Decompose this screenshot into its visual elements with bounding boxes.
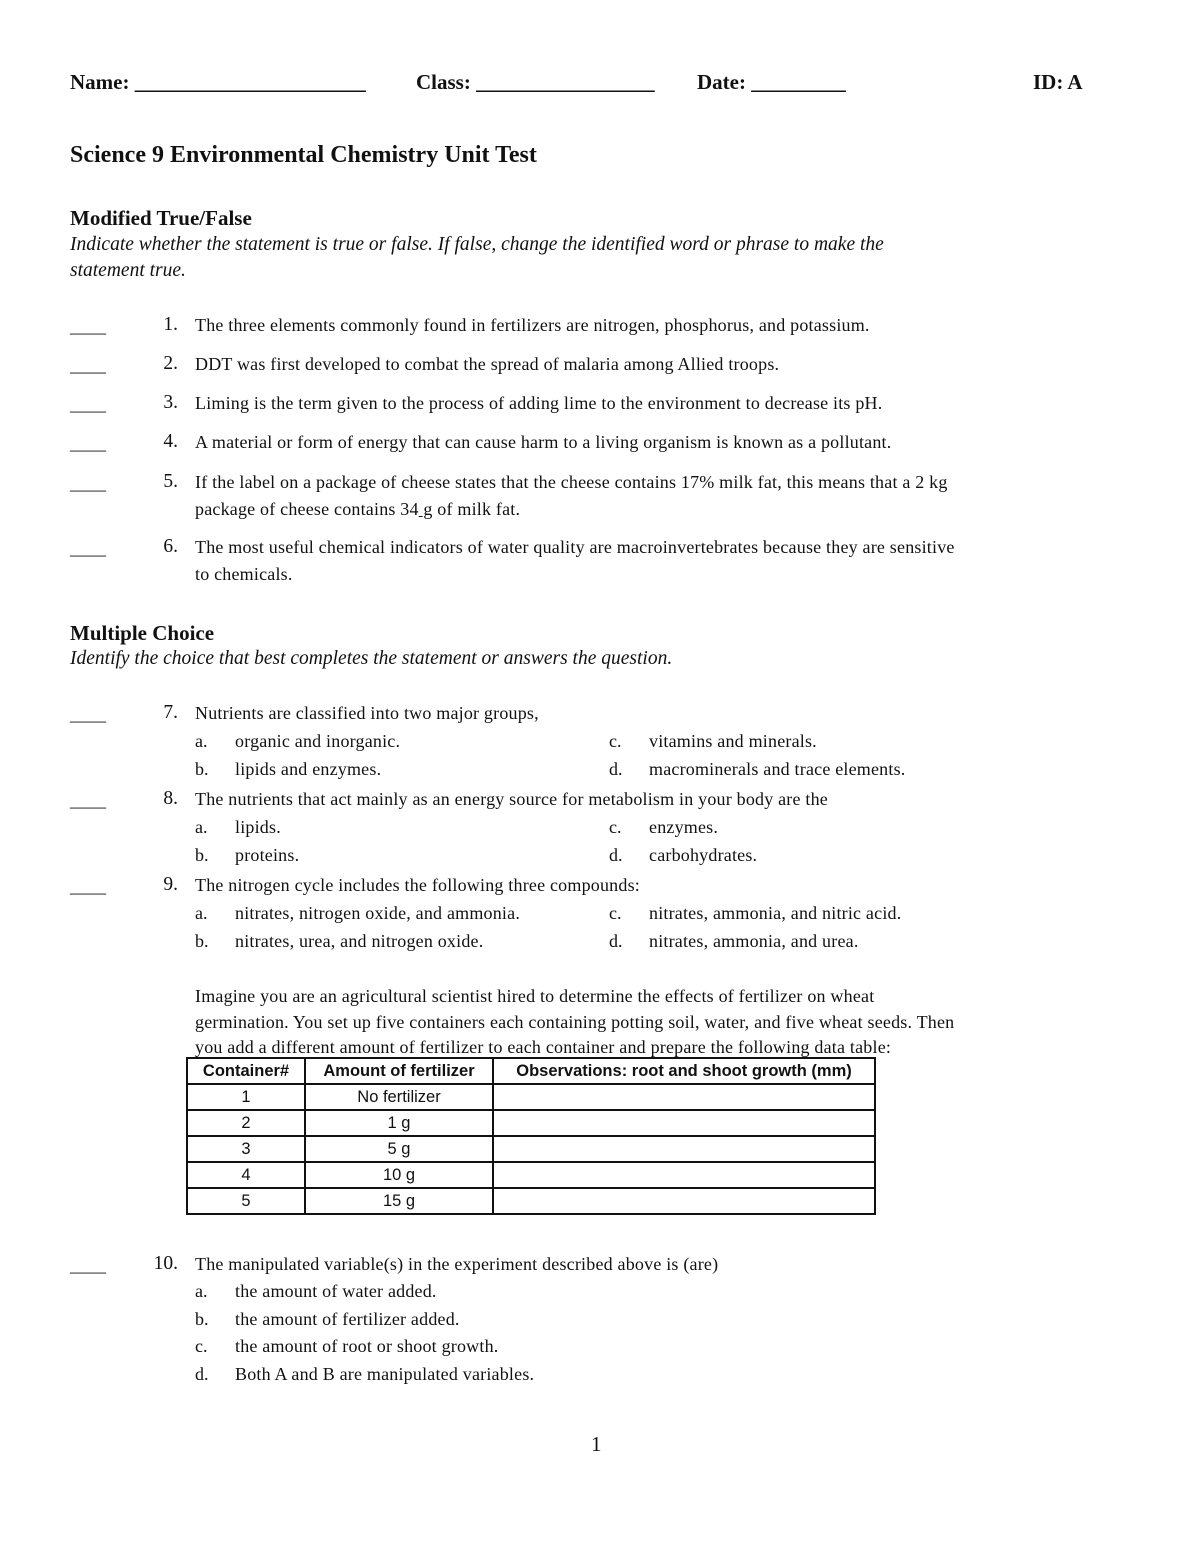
- question-number-q10: 10.: [153, 1253, 178, 1274]
- table-cell: [493, 1136, 875, 1162]
- q7-choice-d: macrominerals and trace elements.: [649, 759, 906, 779]
- question-text-q10: The manipulated variable(s) in the experiment described above is (are): [195, 1254, 719, 1274]
- table-cell: [493, 1162, 875, 1188]
- table-cell: 1 g: [305, 1110, 493, 1136]
- table-cell: 5: [187, 1188, 305, 1214]
- table-cell: 4: [187, 1162, 305, 1188]
- tf-section-heading: Modified True/False: [70, 206, 252, 230]
- class-field-label: Class: _________________: [416, 70, 655, 94]
- question-text-q3: Liming is the term given to the process of adding lime to the environment to decrease its pH.: [195, 393, 883, 413]
- test-id-label: ID: A: [1033, 70, 1083, 94]
- q10-choice-b: the amount of fertilizer added.: [235, 1309, 460, 1329]
- table-row: [187, 1110, 875, 1136]
- q8-choice-d: carbohydrates.: [649, 845, 758, 865]
- question-number-q9: 9.: [163, 874, 178, 895]
- q10-choice-d: Both A and B are manipulated variables.: [235, 1364, 535, 1384]
- choice-letter-c: c.: [609, 731, 622, 751]
- table-cell: [493, 1084, 875, 1110]
- column-header: Container#: [187, 1058, 305, 1084]
- question-text-q8: The nutrients that act mainly as an energy source for metabolism in your body are the: [195, 789, 828, 809]
- q7-choice-c: vitamins and minerals.: [649, 731, 817, 751]
- table-cell: 1: [187, 1084, 305, 1110]
- name-field-label: Name: ______________________: [70, 70, 366, 94]
- question-text-q1: The three elements commonly found in fertilizers are nitrogen, phosphorus, and potassium.: [195, 315, 870, 335]
- choice-letter-a: a.: [195, 817, 208, 837]
- answer-blank-q9: ____: [70, 876, 106, 896]
- answer-blank-q10: ____: [70, 1255, 106, 1275]
- question-number-q4: 4.: [163, 431, 178, 452]
- date-field-label: Date: _________: [697, 70, 846, 94]
- tf-instructions-line1: Indicate whether the statement is true or false. If false, change the identified word or phrase to make the: [70, 234, 884, 255]
- mc-section-heading: Multiple Choice: [70, 621, 215, 645]
- q7-choice-a: organic and inorganic.: [235, 731, 401, 751]
- choice-letter-a: a.: [195, 1281, 208, 1301]
- table-cell: 3: [187, 1136, 305, 1162]
- table-header-row: [187, 1058, 875, 1084]
- question-text-q7: Nutrients are classified into two major groups,: [195, 703, 539, 723]
- choice-letter-c: c.: [195, 1336, 208, 1356]
- mc-instructions: Identify the choice that best completes the statement or answers the question.: [70, 648, 673, 669]
- q10-choice-a: the amount of water added.: [235, 1281, 437, 1301]
- question-number-q6: 6.: [163, 536, 178, 557]
- table-cell: 2: [187, 1110, 305, 1136]
- tf-instructions-line2: statement true.: [70, 260, 186, 281]
- question-number-q5: 5.: [163, 471, 178, 492]
- q10-choice-c: the amount of root or shoot growth.: [235, 1336, 499, 1356]
- passage-line3: you add a different amount of fertilizer to each container and prepare the following data table:: [195, 1037, 892, 1057]
- answer-blank-q5: ____: [70, 473, 106, 493]
- choice-letter-c: c.: [609, 817, 622, 837]
- question-number-q8: 8.: [163, 788, 178, 809]
- question-text-q5-line1: If the label on a package of cheese states that the cheese contains 17% milk fat, this means that a 2 kg: [195, 472, 948, 492]
- table-cell: 10 g: [305, 1162, 493, 1188]
- q9-choice-b: nitrates, urea, and nitrogen oxide.: [235, 931, 484, 951]
- table-cell: [493, 1110, 875, 1136]
- question-text-q9: The nitrogen cycle includes the following three compounds:: [195, 875, 640, 895]
- column-header: Observations: root and shoot growth (mm): [493, 1058, 875, 1084]
- answer-blank-q1: ____: [70, 316, 106, 336]
- identified-phrase: g: [418, 499, 433, 519]
- question-text-q6-line2: to chemicals.: [195, 564, 293, 584]
- column-header: Amount of fertilizer: [305, 1058, 493, 1084]
- question-text-q2: DDT was first developed to combat the spread of malaria among Allied troops.: [195, 354, 780, 374]
- table-cell: 15 g: [305, 1188, 493, 1214]
- question-text-q5-line2: package of cheese contains 34 g of milk fat.: [195, 499, 521, 519]
- q9-choice-a: nitrates, nitrogen oxide, and ammonia.: [235, 903, 521, 923]
- choice-letter-c: c.: [609, 903, 622, 923]
- q9-choice-c: nitrates, ammonia, and nitric acid.: [649, 903, 902, 923]
- question-number-q3: 3.: [163, 392, 178, 413]
- passage-line2: germination. You set up five containers each containing potting soil, water, and five wheat seeds. Then: [195, 1012, 955, 1032]
- page-title: Science 9 Environmental Chemistry Unit Test: [70, 142, 537, 168]
- choice-letter-b: b.: [195, 759, 209, 779]
- answer-blank-q6: ____: [70, 538, 106, 558]
- choice-letter-d: d.: [609, 845, 623, 865]
- page-number: 1: [591, 1432, 602, 1456]
- fertilizer-data-table: [186, 1057, 876, 1215]
- choice-letter-b: b.: [195, 931, 209, 951]
- choice-letter-d: d.: [195, 1364, 209, 1384]
- choice-letter-b: b.: [195, 1309, 209, 1329]
- choice-letter-a: a.: [195, 903, 208, 923]
- table-row: [187, 1084, 875, 1110]
- choice-letter-b: b.: [195, 845, 209, 865]
- passage-line1: Imagine you are an agricultural scientist hired to determine the effects of fertilizer on wheat: [195, 986, 875, 1006]
- table-cell: 5 g: [305, 1136, 493, 1162]
- choice-letter-d: d.: [609, 931, 623, 951]
- table-cell: [493, 1188, 875, 1214]
- answer-blank-q4: ____: [70, 433, 106, 453]
- question-number-q7: 7.: [163, 702, 178, 723]
- q8-choice-b: proteins.: [235, 845, 300, 865]
- question-number-q1: 1.: [163, 314, 178, 335]
- question-text-q6-line1: The most useful chemical indicators of water quality are macroinvertebrates because they are sensitive: [195, 537, 955, 557]
- question-text-q4: A material or form of energy that can cause harm to a living organism is known as a pollutant.: [195, 432, 892, 452]
- q7-choice-b: lipids and enzymes.: [235, 759, 382, 779]
- q9-choice-d: nitrates, ammonia, and urea.: [649, 931, 859, 951]
- answer-blank-q3: ____: [70, 394, 106, 414]
- table-row: [187, 1162, 875, 1188]
- question-number-q2: 2.: [163, 353, 178, 374]
- table-cell: No fertilizer: [305, 1084, 493, 1110]
- answer-blank-q8: ____: [70, 790, 106, 810]
- q8-choice-c: enzymes.: [649, 817, 719, 837]
- choice-letter-d: d.: [609, 759, 623, 779]
- table-row: [187, 1188, 875, 1214]
- answer-blank-q2: ____: [70, 355, 106, 375]
- answer-blank-q7: ____: [70, 704, 106, 724]
- table-row: [187, 1136, 875, 1162]
- q8-choice-a: lipids.: [235, 817, 281, 837]
- choice-letter-a: a.: [195, 731, 208, 751]
